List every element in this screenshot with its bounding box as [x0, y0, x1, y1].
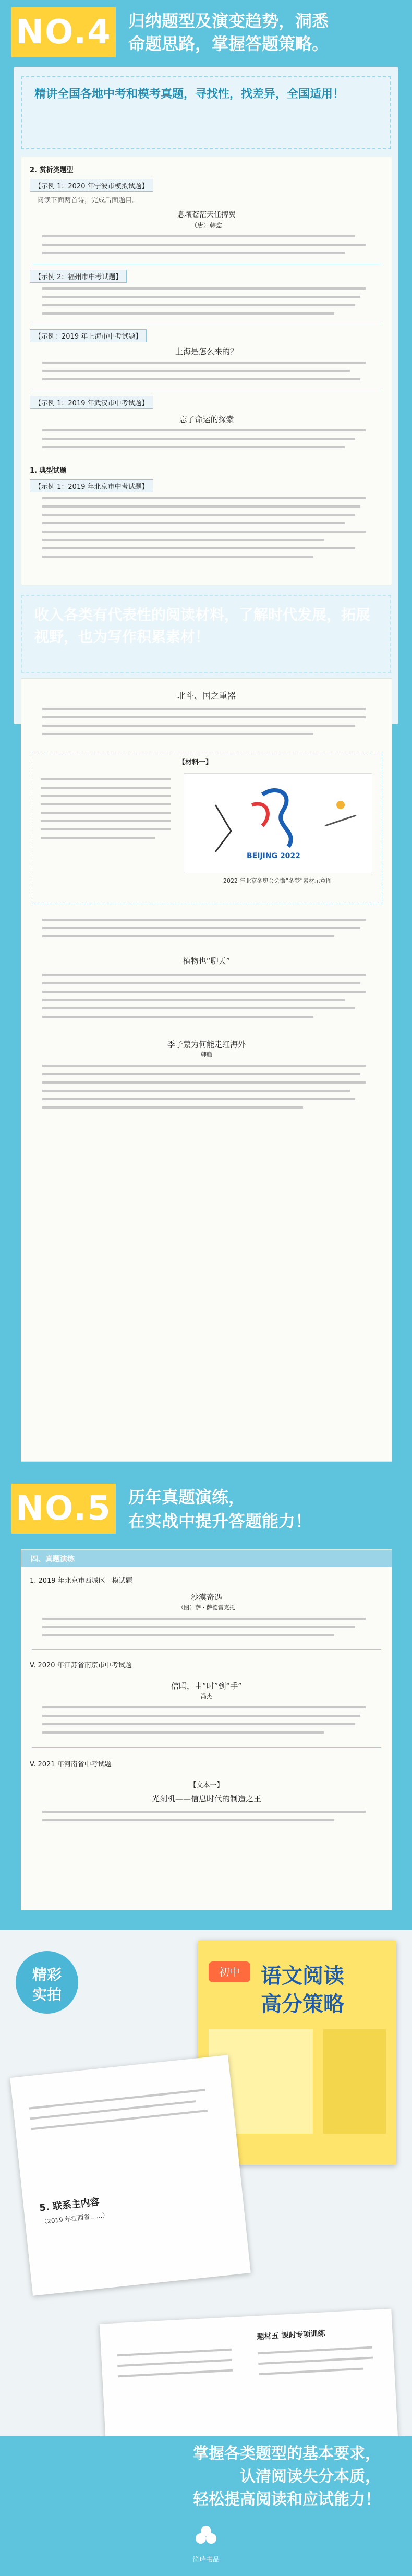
text-line	[42, 1016, 313, 1018]
practice-item-1: 1. 2019 年北京市西城区一模试题	[30, 1577, 132, 1585]
text-line	[42, 522, 345, 524]
text-line	[42, 378, 360, 380]
no4-badge: NO.4	[11, 7, 116, 57]
text-line	[42, 1723, 355, 1725]
item-5-author: 冯杰	[201, 1693, 212, 1700]
text-line	[42, 1081, 366, 1084]
poem-1-title: 息壤苍茫天任搏翼	[177, 211, 236, 219]
divider	[32, 1747, 381, 1748]
text-line	[42, 1098, 355, 1100]
chapter-inner-text: （2019 年江西省……）	[40, 2211, 109, 2226]
text-line	[259, 2368, 363, 2375]
material-tag: 【材料一】	[178, 759, 213, 766]
book-title-1: 语文阅读	[261, 1964, 344, 1988]
divider	[32, 1649, 381, 1650]
text-line	[42, 1811, 366, 1813]
text-line	[258, 2346, 372, 2355]
example-tag-3: 【示例：2019 年上海市中考试题】	[30, 329, 147, 342]
photo-badge-line2: 实拍	[32, 1986, 62, 2003]
example-1-note: 阅读下面两首诗，完成后面题目。	[37, 197, 139, 204]
text-line	[42, 531, 366, 533]
no4-header	[0, 0, 412, 63]
doc-page-1	[21, 157, 392, 585]
story-title: 忘了命运的探索	[179, 415, 234, 424]
practice-item-6: V. 2021 年河南省中考试题	[30, 1761, 112, 1768]
no4-title-line1: 归纳题型及演变趋势，洞悉	[128, 11, 329, 31]
text-line	[42, 252, 345, 254]
text-line	[42, 1065, 366, 1067]
text-tag: 【文本一】	[189, 1781, 224, 1789]
practice-banner: 四、真题演练	[31, 1555, 75, 1563]
photo-badge-line1: 精彩	[32, 1966, 62, 1983]
text-line	[42, 1106, 303, 1109]
no5-title-line1: 历年真题演练，	[128, 1487, 246, 1507]
chapter-heading: 5. 联系主内容	[39, 2196, 100, 2214]
text-line	[42, 287, 366, 290]
text-line	[42, 716, 366, 718]
photo-badge	[16, 1951, 78, 2014]
text-line	[42, 429, 366, 431]
text-line	[42, 974, 366, 976]
blurb-national: 精讲全国各地中考和模考真题，寻找性，找差异，全国适用！	[21, 76, 391, 149]
text-line	[42, 556, 313, 558]
closing-line-2: 认清阅读失分本质，	[240, 2467, 381, 2486]
text-line	[42, 505, 360, 508]
text-line	[118, 2369, 233, 2378]
text-line	[42, 362, 366, 364]
text-line	[42, 497, 366, 499]
text-line	[42, 547, 355, 549]
text-line	[42, 919, 366, 921]
text-line	[41, 812, 171, 814]
text-line	[41, 803, 171, 805]
olympic-emblem-image	[184, 773, 372, 873]
article-heading: 北斗、国之重器	[177, 691, 236, 701]
text-line	[42, 708, 366, 710]
book-label: 初中	[209, 1961, 250, 1982]
text-line	[29, 2089, 205, 2110]
book-cover-illustration	[323, 2029, 386, 2134]
example-tag-5: 【示例 1：2019 年北京市中考试题】	[30, 479, 153, 492]
item-6-title: 光刻机——信息时代的制造之王	[151, 1794, 261, 1803]
closing-line-1: 掌握各类题型的基本要求，	[193, 2445, 381, 2463]
text-line	[42, 982, 360, 984]
closing-section	[0, 2436, 412, 2576]
poem-1-author: （唐）韩愈	[190, 222, 222, 229]
text-line	[42, 1073, 360, 1075]
text-line	[42, 1634, 334, 1636]
text-line	[117, 2349, 232, 2357]
text-line	[42, 1618, 366, 1620]
doc-page-3	[21, 1549, 392, 1910]
text-line	[41, 820, 171, 822]
brand-logo	[190, 2520, 222, 2551]
example-tag-4: 【示例 1：2019 年武汉市中考试题】	[30, 396, 153, 409]
text-line	[31, 2110, 208, 2130]
text-line	[42, 514, 355, 516]
spread-heading: 题材五 课时专项训练	[257, 2329, 325, 2342]
text-line	[41, 795, 171, 797]
material-box	[32, 752, 382, 904]
text-line	[42, 1090, 350, 1092]
ziqi-subhead: 季子蒙为何能走红海外	[167, 1040, 246, 1049]
olympic-text: BEIJING 2022	[247, 852, 300, 860]
brand-name: 简瑞书品	[192, 2556, 220, 2564]
text-line	[41, 787, 171, 789]
text-line	[258, 2357, 373, 2365]
item-1-title: 沙漠奇遇	[190, 1593, 222, 1602]
text-line	[41, 828, 171, 830]
no4-title-line2: 命题思路，掌握答题策略。	[128, 34, 329, 54]
practice-banner-bar	[21, 1550, 392, 1567]
item-1-author: （图）萨 · 萨德雷克托	[178, 1604, 235, 1611]
text-line	[42, 935, 334, 937]
no5-title-line2: 在实战中提升答题能力！	[128, 1511, 312, 1531]
text-line	[42, 999, 345, 1001]
practice-item-5: V. 2020 年江苏省南京市中考试题	[30, 1662, 132, 1669]
book-title-2: 高分策略	[261, 1992, 344, 2016]
text-line	[42, 1715, 360, 1717]
text-line	[42, 1007, 355, 1009]
text-line	[42, 733, 313, 735]
text-line	[30, 2100, 196, 2120]
text-line	[42, 312, 334, 315]
text-line	[42, 296, 360, 298]
text-line	[42, 991, 366, 993]
no5-header	[0, 1476, 412, 1544]
photo-section	[0, 1930, 412, 2525]
text-line	[42, 539, 324, 541]
ziqi-author: 韩瞻	[201, 1051, 212, 1058]
text-line	[117, 2359, 232, 2367]
example-tag-1: 【示例 1：2020 年宁波市模拟试题】	[30, 179, 153, 192]
section-appreciation: 2. 赏析类题型	[30, 166, 74, 174]
closing-line-3: 轻松提高阅读和应试能力！	[193, 2490, 381, 2509]
text-line	[41, 778, 171, 780]
item-5-title: 信吗，由“吋”到“手”	[171, 1681, 243, 1691]
text-line	[42, 725, 355, 727]
no5-badge: NO.5	[11, 1484, 116, 1534]
text-line	[42, 1731, 324, 1734]
section-typical: 1. 典型试题	[30, 467, 67, 475]
book-page-open	[10, 2055, 251, 2296]
doc-page-2	[21, 678, 392, 1462]
text-line	[41, 837, 155, 839]
blurb-materials: 收入各类有代表性的阅读材料，了解时代发展，拓展视野，也为写作积累素材！	[21, 595, 391, 673]
text-line	[42, 1706, 366, 1708]
question-title: 上海是怎么来的？	[175, 347, 238, 356]
plant-subhead: 植物也“聊天”	[183, 956, 231, 966]
text-line	[42, 1626, 355, 1628]
image-caption: 2022 年北京冬奥会会徽“冬梦”素材示意图	[223, 877, 332, 884]
text-line	[42, 927, 360, 929]
text-line	[42, 1819, 334, 1821]
text-line	[42, 438, 355, 440]
text-line	[42, 304, 355, 306]
example-tag-2: 【示例 2：福州市中考试题】	[30, 270, 127, 283]
text-line	[42, 235, 355, 237]
text-line	[42, 244, 366, 246]
text-line	[42, 446, 345, 448]
text-line	[42, 370, 350, 372]
flower-logo-icon	[190, 2520, 222, 2551]
